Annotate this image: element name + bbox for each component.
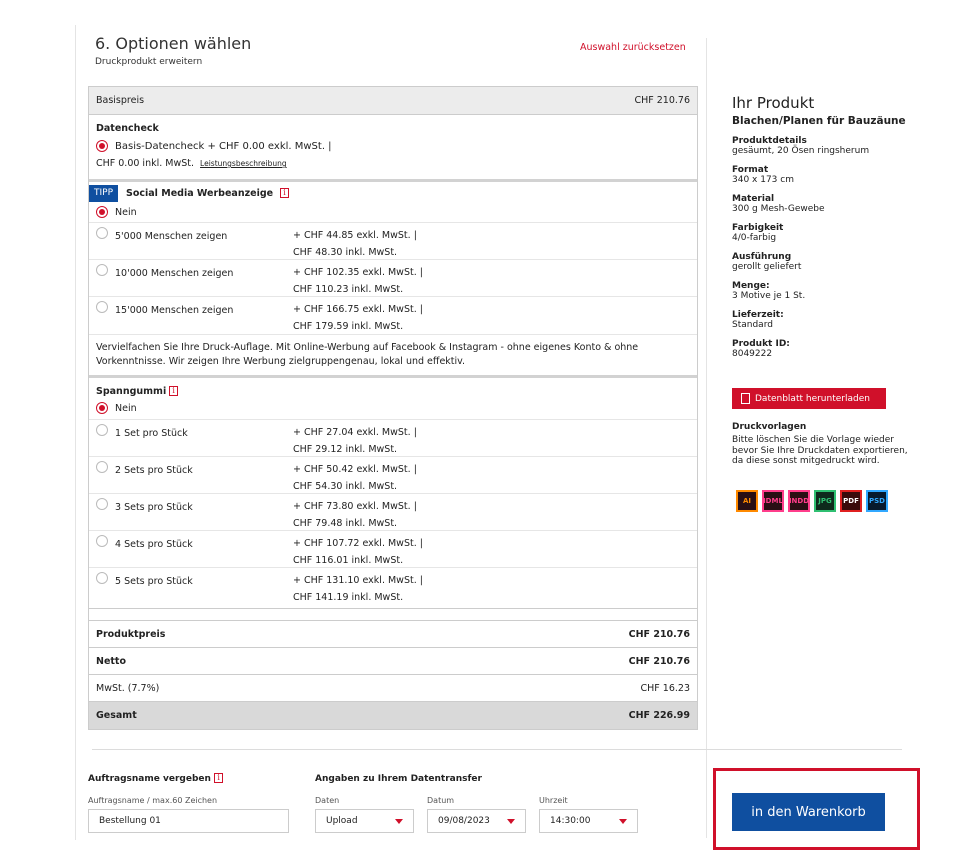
order-name-value: Bestellung 01: [99, 816, 161, 826]
product-heading: Ihr Produkt: [732, 94, 815, 112]
mwst-value: CHF 16.23: [640, 682, 690, 694]
social-option-5000[interactable]: [89, 223, 697, 260]
spanngummi-option-2[interactable]: [89, 457, 697, 494]
social-option-nein[interactable]: [89, 204, 697, 223]
datencheck-title: Datencheck: [96, 123, 159, 134]
detail-value: 300 g Mesh-Gewebe: [732, 204, 825, 214]
spanngummi-option-3[interactable]: [89, 494, 697, 531]
detail-key: Menge:: [732, 281, 770, 291]
detail-value: 8049222: [732, 349, 773, 359]
social-info-icon[interactable]: i: [280, 188, 289, 198]
social-option-label: 5'000 Menschen zeigen: [115, 231, 228, 242]
datencheck-option-incl: CHF 0.00 inkl. MwSt.: [96, 158, 195, 169]
produktpreis-row: [89, 621, 697, 648]
uhrzeit-label: Uhrzeit: [539, 796, 568, 805]
spanngummi-option-5[interactable]: [89, 568, 697, 608]
spanngummi-section: [89, 378, 697, 609]
pdf-file-icon[interactable]: PDF: [840, 490, 862, 512]
social-option-price: [293, 264, 423, 298]
price-incl: CHF 141.19 inkl. MwSt.: [293, 592, 404, 603]
spanngummi-radio-3[interactable]: [96, 498, 108, 510]
order-name-title: Auftragsname vergeben: [88, 774, 211, 784]
idml-file-icon[interactable]: IDML: [762, 490, 784, 512]
detail-key: Produkt ID:: [732, 339, 790, 349]
druckvorlagen-text: Bitte löschen Sie die Vorlage wieder bevor Sie Ihre Druckdaten exportieren, da diese sonst mitgedruckt wird.: [732, 435, 908, 466]
detail-value: 4/0-farbig: [732, 233, 777, 243]
detail-key: Format: [732, 165, 769, 175]
gesamt-value: CHF 226.99: [628, 710, 690, 721]
datum-select[interactable]: [427, 809, 526, 833]
leistungsbeschreibung-link[interactable]: Leistungsbeschreibung: [200, 159, 287, 168]
social-media-section: [89, 182, 697, 378]
product-name: Blachen/Planen für Bauzäune: [732, 115, 906, 127]
spanngummi-radio-nein[interactable]: [96, 402, 108, 414]
spacer: [89, 609, 697, 621]
price-incl: CHF 110.23 inkl. MwSt.: [293, 284, 404, 295]
add-to-cart-button[interactable]: in den Warenkorb: [732, 793, 885, 831]
price-excl: + CHF 102.35 exkl. MwSt. |: [293, 267, 423, 278]
detail-value: gerollt geliefert: [732, 262, 802, 272]
social-radio-nein[interactable]: [96, 206, 108, 218]
ai-file-icon[interactable]: AI: [736, 490, 758, 512]
detail-value: gesäumt, 20 Ösen ringsherum: [732, 146, 870, 156]
spanngummi-option-price: [293, 498, 417, 532]
detail-key: Farbigkeit: [732, 223, 784, 233]
spanngummi-option-label: 5 Sets pro Stück: [115, 576, 193, 587]
spanngummi-option-label: 1 Set pro Stück: [115, 428, 188, 439]
price-incl: CHF 29.12 inkl. MwSt.: [293, 444, 398, 455]
datencheck-option-label: Basis-Datencheck + CHF 0.00 exkl. MwSt. |: [115, 140, 332, 152]
spanngummi-radio-2[interactable]: [96, 461, 108, 473]
daten-label: Daten: [315, 796, 340, 805]
bottom-divider: [92, 749, 902, 750]
social-option-label: Nein: [115, 207, 137, 218]
spanngummi-info-icon[interactable]: i: [169, 386, 178, 396]
reset-selection-link[interactable]: Auswahl zurücksetzen: [580, 42, 686, 53]
spanngummi-option-label: 4 Sets pro Stück: [115, 539, 193, 550]
detail-key: Ausführung: [732, 252, 792, 262]
basispreis-value: CHF 210.76: [634, 95, 690, 106]
right-divider: [706, 38, 707, 838]
spanngummi-option-1[interactable]: [89, 420, 697, 457]
price-excl: + CHF 27.04 exkl. MwSt. |: [293, 427, 417, 438]
price-excl: + CHF 107.72 exkl. MwSt. |: [293, 538, 423, 549]
spanngummi-option-price: [293, 461, 417, 495]
daten-select[interactable]: [315, 809, 414, 833]
social-description: Vervielfachen Sie Ihre Druck-Auflage. Mit Online-Werbung auf Facebook & Instagram - ohne eigenes Konto & ohne Vorkenntnisse. Wir zeigen Ihre Werbung zielgruppengenau, lokal und effektiv.: [89, 334, 697, 375]
social-radio-5000[interactable]: [96, 227, 108, 239]
uhrzeit-value: 14:30:00: [550, 816, 591, 826]
netto-label: Netto: [96, 655, 127, 667]
price-incl: CHF 116.01 inkl. MwSt.: [293, 555, 404, 566]
mwst-label: MwSt. (7.7%): [96, 682, 160, 694]
transfer-title: Angaben zu Ihrem Datentransfer: [315, 774, 482, 784]
social-option-price: [293, 227, 417, 261]
datasheet-download-label: Datenblatt herunterladen: [755, 393, 870, 404]
left-divider: [75, 25, 76, 840]
datum-label: Datum: [427, 796, 455, 805]
basispreis-label: Basispreis: [96, 95, 145, 106]
detail-key: Material: [732, 194, 775, 204]
social-option-15000[interactable]: [89, 297, 697, 334]
spanngummi-option-nein[interactable]: [89, 400, 697, 420]
datum-value: 09/08/2023: [438, 816, 490, 826]
price-excl: + CHF 131.10 exkl. MwSt. |: [293, 575, 423, 586]
options-panel: [88, 86, 698, 730]
price-incl: CHF 48.30 inkl. MwSt.: [293, 247, 398, 258]
product-summary: [732, 94, 912, 359]
price-incl: CHF 79.48 inkl. MwSt.: [293, 518, 398, 529]
daten-value: Upload: [326, 816, 358, 826]
netto-value: CHF 210.76: [628, 655, 690, 667]
detail-key: Produktdetails: [732, 136, 807, 146]
druckvorlagen-title: Druckvorlagen: [732, 422, 807, 432]
datencheck-section: [89, 115, 697, 182]
spanngummi-option-4[interactable]: [89, 531, 697, 568]
social-radio-10000[interactable]: [96, 264, 108, 276]
price-excl: + CHF 50.42 exkl. MwSt. |: [293, 464, 417, 475]
social-option-label: 15'000 Menschen zeigen: [115, 305, 234, 316]
social-option-10000[interactable]: [89, 260, 697, 297]
jpg-file-icon[interactable]: JPG: [814, 490, 836, 512]
netto-row: [89, 648, 697, 675]
chevron-down-icon: [395, 819, 403, 824]
price-incl: CHF 179.59 inkl. MwSt.: [293, 321, 404, 332]
page-title: 6. Optionen wählen: [95, 34, 252, 53]
spanngummi-option-price: [293, 424, 417, 458]
social-options: [89, 204, 697, 334]
detail-value: Standard: [732, 320, 773, 330]
produktpreis-value: CHF 210.76: [628, 628, 690, 640]
chevron-down-icon: [507, 819, 515, 824]
gesamt-label: Gesamt: [96, 710, 137, 721]
indd-file-icon[interactable]: INDD: [788, 490, 810, 512]
price-excl: + CHF 44.85 exkl. MwSt. |: [293, 230, 417, 241]
detail-value: 3 Motive je 1 St.: [732, 291, 806, 301]
order-name-hint: Auftragsname / max.60 Zeichen: [88, 796, 218, 805]
spanngummi-radio-1[interactable]: [96, 424, 108, 436]
spanngummi-option-price: [293, 572, 423, 606]
order-name-input[interactable]: [88, 809, 289, 833]
spanngummi-radio-4[interactable]: [96, 535, 108, 547]
datencheck-radio[interactable]: [96, 140, 108, 152]
price-excl: + CHF 73.80 exkl. MwSt. |: [293, 501, 417, 512]
social-radio-15000[interactable]: [96, 301, 108, 313]
mwst-row: [89, 675, 697, 702]
datasheet-download-button[interactable]: [732, 388, 886, 409]
order-name-info-icon[interactable]: i: [214, 773, 223, 783]
social-media-title: Social Media Werbeanzeige: [126, 187, 274, 199]
page-subtitle: Druckprodukt erweitern: [95, 57, 203, 67]
detail-key: Lieferzeit:: [732, 310, 784, 320]
template-filetypes: [736, 490, 888, 512]
spanngummi-title: Spanngummi: [96, 385, 167, 397]
order-name-block: [88, 773, 223, 784]
price-incl: CHF 54.30 inkl. MwSt.: [293, 481, 398, 492]
produktpreis-label: Produktpreis: [96, 628, 166, 640]
uhrzeit-select[interactable]: [539, 809, 638, 833]
psd-file-icon[interactable]: PSD: [866, 490, 888, 512]
chevron-down-icon: [619, 819, 627, 824]
price-excl: + CHF 166.75 exkl. MwSt. |: [293, 304, 423, 315]
document-icon: [741, 393, 750, 404]
gesamt-row: [89, 702, 697, 729]
basispreis-row: [89, 87, 697, 115]
social-option-label: 10'000 Menschen zeigen: [115, 268, 234, 279]
spanngummi-radio-5[interactable]: [96, 572, 108, 584]
spanngummi-option-label: 3 Sets pro Stück: [115, 502, 193, 513]
tipp-badge: TIPP: [89, 185, 118, 202]
detail-value: 340 x 173 cm: [732, 175, 794, 185]
spanngummi-option-label: Nein: [115, 403, 137, 414]
spanngummi-option-label: 2 Sets pro Stück: [115, 465, 193, 476]
social-option-price: [293, 301, 423, 335]
spanngummi-option-price: [293, 535, 423, 569]
